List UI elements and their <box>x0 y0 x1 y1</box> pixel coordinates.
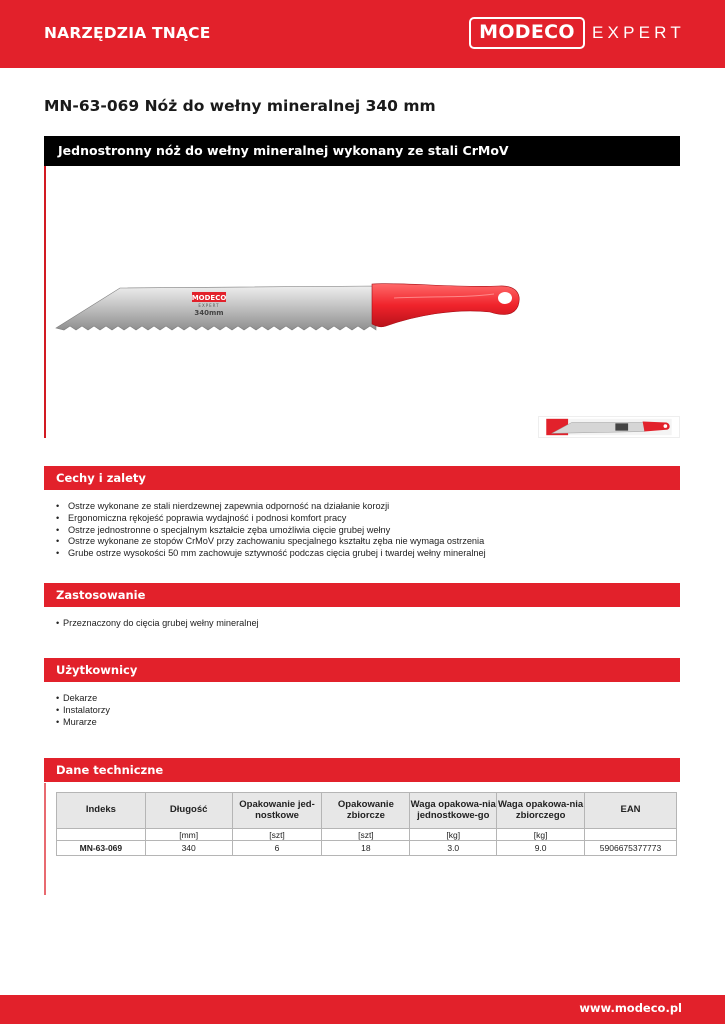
packaging-thumbnail <box>538 416 680 438</box>
footer-bar <box>0 995 725 1024</box>
blade-brand-sub: EXPERT <box>198 303 220 308</box>
cell-bulk-pack: 18 <box>322 841 410 856</box>
application-section-bar <box>44 583 680 607</box>
left-accent-rule <box>44 166 46 438</box>
header-bar <box>0 0 725 68</box>
column-header: Opakowanie zbiorcze <box>322 793 410 829</box>
features-section-bar <box>44 466 680 490</box>
unit-cell <box>57 829 146 841</box>
subtitle-bar <box>44 136 680 166</box>
table-row <box>57 841 677 856</box>
cell-bulk-weight: 9.0 <box>497 841 585 856</box>
logo-main-text: MODECO <box>479 21 575 43</box>
table-units-row <box>57 829 677 841</box>
left-accent-rule <box>44 783 46 895</box>
column-header: Długość <box>145 793 232 829</box>
unit-cell <box>585 829 677 841</box>
list-item: • Ostrze jednostronne o specjalnym kształcie zęba umożliwia cięcie grubej wełny <box>56 525 486 537</box>
column-header: Waga opakowa-nia zbiorczego <box>497 793 585 829</box>
list-item: • Grube ostrze wysokości 50 mm zachowuje sztywność podczas cięcia grubej i twardej wełny mineralnej <box>56 548 486 560</box>
unit-cell: [szt] <box>322 829 410 841</box>
tech-section-bar <box>44 758 680 782</box>
unit-cell: [szt] <box>232 829 322 841</box>
product-subtitle: Jednostronny nóż do wełny mineralnej wykonany ze stali CrMoV <box>58 143 509 158</box>
column-header: EAN <box>585 793 677 829</box>
list-item: • Murarze <box>56 717 110 729</box>
logo-sub-text: EXPERT <box>592 23 685 42</box>
column-header: Waga opakowa-nia jednostkowe-go <box>410 793 497 829</box>
application-heading: Zastosowanie <box>56 588 146 602</box>
column-header: Indeks <box>57 793 146 829</box>
users-section-bar <box>44 658 680 682</box>
knife-image <box>54 280 524 340</box>
tech-table <box>56 792 677 856</box>
users-list <box>56 693 110 728</box>
cell-unit-weight: 3.0 <box>410 841 497 856</box>
tech-heading: Dane techniczne <box>56 763 164 777</box>
footer-url[interactable]: www.modeco.pl <box>579 1001 682 1015</box>
blade-brand-text: MODECO <box>191 294 227 302</box>
unit-cell: [kg] <box>497 829 585 841</box>
table-header-row <box>57 793 677 829</box>
features-heading: Cechy i zalety <box>56 471 146 485</box>
unit-cell: [mm] <box>145 829 232 841</box>
list-item: • Ostrze wykonane ze stali nierdzewnej zapewnia odporność na działanie korozji <box>56 501 486 513</box>
blade-size-text: 340mm <box>194 309 224 317</box>
list-item: • Ergonomiczna rękojeść poprawia wydajność i podnosi komfort pracy <box>56 513 486 525</box>
cell-ean: 5906675377773 <box>585 841 677 856</box>
features-list <box>56 501 486 560</box>
product-title: MN-63-069 Nóż do wełny mineralnej 340 mm <box>44 97 436 115</box>
application-list <box>56 618 259 630</box>
column-header: Opakowanie jed-nostkowe <box>232 793 322 829</box>
list-item: • Dekarze <box>56 693 110 705</box>
list-item: • Przeznaczony do cięcia grubej wełny mineralnej <box>56 618 259 630</box>
cell-length: 340 <box>145 841 232 856</box>
category-title: NARZĘDZIA TNĄCE <box>44 24 211 42</box>
list-item: • Ostrze wykonane ze stopów CrMoV przy zachowaniu specjalnego kształtu zęba nie wymaga ostrzenia <box>56 536 486 548</box>
brand-logo <box>469 17 585 49</box>
cell-index: MN-63-069 <box>57 841 146 856</box>
list-item: • Instalatorzy <box>56 705 110 717</box>
cell-unit-pack: 6 <box>232 841 322 856</box>
unit-cell: [kg] <box>410 829 497 841</box>
users-heading: Użytkownicy <box>56 663 138 677</box>
